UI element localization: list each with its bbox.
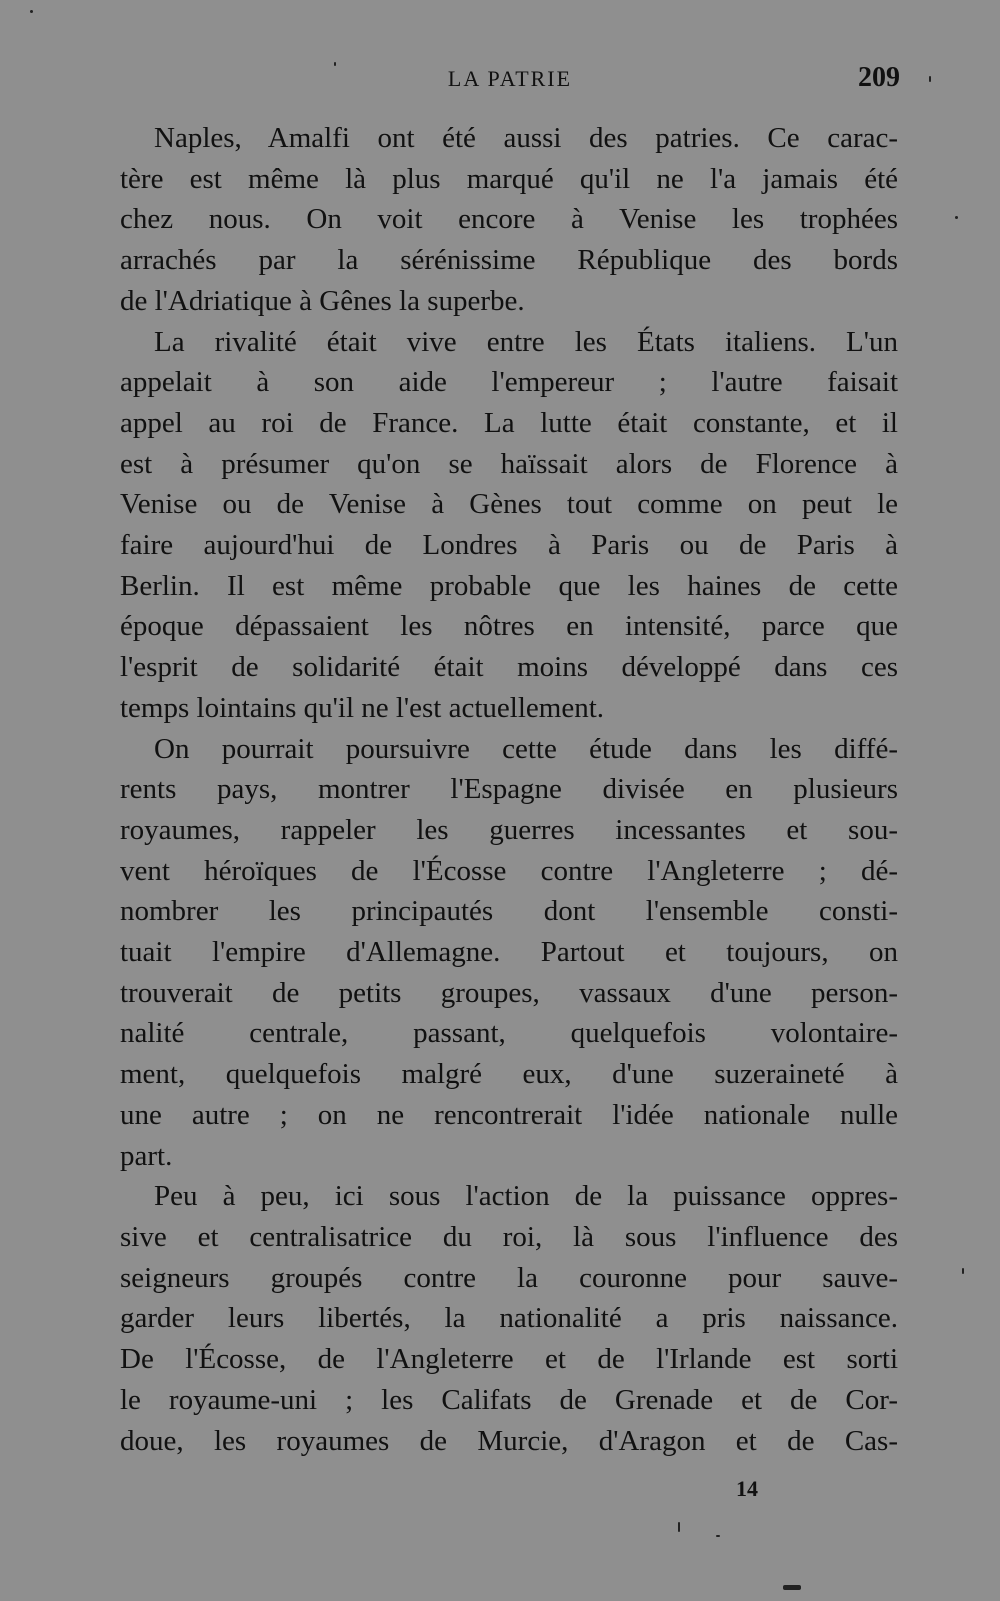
paragraph: [120, 322, 898, 729]
text-line: tère est même là plus marqué qu'il ne l'a jamais été: [120, 162, 898, 195]
text-line: Peu à peu, ici sous l'action de la puissance oppres-: [154, 1180, 898, 1213]
text-line: appelait à son aide l'empereur ; l'autre faisait: [120, 366, 898, 399]
paragraph: [120, 118, 898, 322]
text-line: une autre ; on ne rencontrerait l'idée nationale nulle: [120, 1098, 898, 1131]
text-line: trouverait de petits groupes, vassaux d'une person-: [120, 976, 898, 1009]
print-speck: [962, 1268, 964, 1274]
signature-mark: 14: [736, 1476, 758, 1501]
text-line: époque dépassaient les nôtres en intensité, parce que: [120, 610, 898, 643]
text-line: Venise ou de Venise à Gènes tout comme on peut le: [120, 488, 898, 521]
text-line: De l'Écosse, de l'Angleterre et de l'Irlande est sorti: [120, 1343, 898, 1376]
print-speck: [783, 1585, 801, 1590]
text-line: l'esprit de solidarité était moins développé dans ces: [120, 651, 898, 684]
print-speck: [929, 76, 931, 82]
page-number: 209: [858, 62, 900, 93]
print-speck: [30, 10, 33, 13]
running-title: LA PATRIE: [447, 66, 573, 91]
paragraph: [120, 1176, 898, 1461]
text-line: de l'Adriatique à Gênes la superbe.: [120, 284, 525, 317]
text-line: ment, quelquefois malgré eux, d'une suzeraineté à: [120, 1058, 898, 1091]
text-line: le royaume-uni ; les Califats de Grenade et de Cor-: [120, 1383, 898, 1416]
paragraph: [120, 729, 898, 1177]
text-line: Berlin. Il est même probable que les haines de cette: [120, 569, 898, 602]
text-line: Naples, Amalfi ont été aussi des patries. Ce carac-: [154, 122, 898, 154]
text-line: rents pays, montrer l'Espagne divisée en plusieurs: [120, 773, 898, 806]
body-text: [120, 118, 898, 1461]
page-header: [120, 62, 900, 96]
print-speck: [334, 62, 336, 66]
text-line: sive et centralisatrice du roi, là sous l'influence des: [120, 1220, 898, 1253]
text-line: vent héroïques de l'Écosse contre l'Angleterre ; dé-: [120, 854, 898, 887]
text-line: La rivalité était vive entre les États italiens. L'un: [154, 325, 898, 358]
text-line: faire aujourd'hui de Londres à Paris ou de Paris à: [120, 529, 898, 562]
text-line: arrachés par la sérénissime République des bords: [120, 244, 898, 277]
text-line: appel au roi de France. La lutte était constante, et il: [120, 406, 898, 439]
text-line: royaumes, rappeler les guerres incessantes et sou-: [120, 813, 898, 846]
text-line: est à présumer qu'on se haïssait alors de Florence à: [120, 447, 898, 480]
text-line: seigneurs groupés contre la couronne pour sauve-: [120, 1261, 898, 1294]
text-line: garder leurs libertés, la nationalité a pris naissance.: [120, 1302, 898, 1335]
text-line: chez nous. On voit encore à Venise les trophées: [120, 203, 898, 236]
text-line: nombrer les principautés dont l'ensemble consti-: [120, 895, 898, 928]
text-line: doue, les royaumes de Murcie, d'Aragon et de Cas-: [120, 1424, 898, 1457]
print-speck: [716, 1535, 720, 1537]
text-line: On pourrait poursuivre cette étude dans les diffé-: [154, 732, 898, 765]
text-line: part.: [120, 1139, 173, 1172]
text-line: nalité centrale, passant, quelquefois volontaire-: [120, 1017, 898, 1050]
text-line: temps lointains qu'il ne l'est actuellement.: [120, 691, 605, 724]
text-line: tuait l'empire d'Allemagne. Partout et toujours, on: [120, 936, 898, 969]
print-speck: [955, 216, 958, 219]
print-speck: [678, 1522, 680, 1532]
